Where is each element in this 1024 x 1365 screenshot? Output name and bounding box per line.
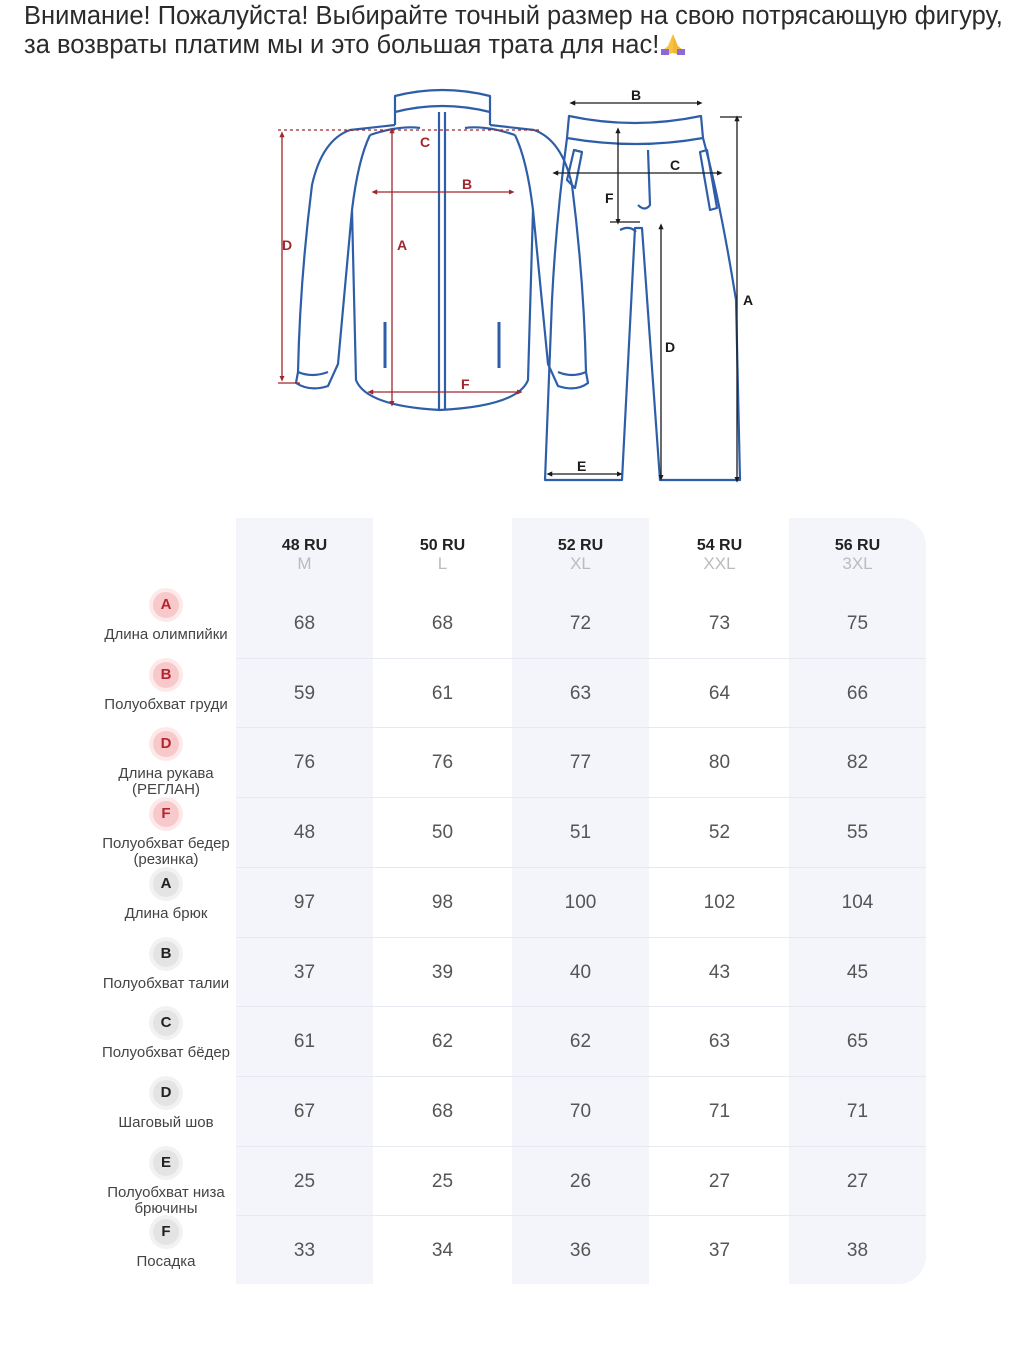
- measure-name: Полуобхват груди: [104, 695, 228, 713]
- table-cell: 102: [703, 891, 736, 913]
- row-label: [100, 941, 232, 992]
- table-cell: 104: [841, 891, 874, 913]
- measure-name: Длина олимпийки: [104, 626, 228, 643]
- table-cell: 43: [708, 961, 731, 983]
- table-cell: 73: [708, 613, 731, 634]
- row-separator: [236, 797, 926, 798]
- table-cell: 72: [569, 613, 592, 634]
- table-cell: 68: [293, 613, 316, 634]
- jacket-label-a: A: [397, 237, 408, 253]
- table-cell: 50: [431, 822, 454, 844]
- row-separator: [236, 658, 926, 659]
- row-label: [100, 1080, 232, 1131]
- table-cell: 75: [846, 613, 869, 634]
- table-cell: 100: [564, 891, 597, 913]
- table-cell: 51: [569, 822, 592, 844]
- jacket-label-f: F: [461, 376, 470, 392]
- size-header-54: [651, 537, 788, 573]
- measure-letter-badge: A: [153, 592, 179, 618]
- table-cell: 39: [431, 961, 454, 983]
- table-cell: 62: [569, 1031, 592, 1053]
- row-label: [100, 1219, 232, 1270]
- table-cell: 64: [708, 682, 731, 704]
- row-separator: [236, 937, 926, 938]
- table-cell: 97: [293, 891, 316, 913]
- table-cell: 48: [293, 822, 316, 844]
- table-cell: 66: [846, 682, 869, 704]
- table-cell: 38: [846, 1240, 869, 1262]
- pants-label-c: C: [670, 157, 681, 173]
- jacket-label-d: D: [282, 237, 293, 253]
- measure-letter-badge: C: [153, 1010, 179, 1036]
- measure-name: Полуобхват талии: [102, 974, 230, 992]
- measure-letter-badge: D: [153, 731, 179, 757]
- table-cell: 55: [846, 822, 869, 844]
- table-cell: 59: [293, 682, 316, 704]
- measure-letter-badge: B: [153, 941, 179, 967]
- row-separator: [236, 727, 926, 728]
- row-label: [100, 592, 232, 643]
- size-ru: 52 RU: [557, 537, 604, 554]
- table-cell: 61: [293, 1031, 316, 1053]
- table-cell: 36: [569, 1240, 592, 1262]
- row-separator: [236, 867, 926, 868]
- table-cell: 71: [708, 1100, 731, 1122]
- size-ru: 54 RU: [696, 537, 743, 554]
- row-separator: [236, 1076, 926, 1077]
- row-separator: [236, 1215, 926, 1216]
- row-label: [100, 1150, 232, 1217]
- measure-letter-badge: F: [153, 1219, 179, 1245]
- table-cell: 71: [846, 1100, 869, 1122]
- size-header-50: [374, 537, 511, 573]
- notice-text: Внимание! Пожалуйста! Выбирайте точный размер на свою потрясающую фигуру, за возвраты платим мы и это большая трата для нас!: [24, 2, 1003, 59]
- jacket-label-c: C: [420, 134, 431, 150]
- row-label: [100, 871, 232, 922]
- measure-letter-badge: E: [153, 1150, 179, 1176]
- size-intl: XXL: [703, 554, 736, 573]
- measure-name: Длина брюк: [124, 904, 208, 922]
- measure-name: Полуобхват бедер (резинка): [102, 835, 230, 869]
- table-cell: 45: [846, 961, 869, 983]
- pants-label-f: F: [605, 190, 614, 206]
- table-cell: 76: [293, 752, 316, 774]
- table-cell: 68: [431, 1100, 454, 1122]
- size-intl: XL: [570, 554, 591, 573]
- table-cell: 34: [431, 1240, 454, 1262]
- table-cell: 63: [569, 682, 592, 704]
- measure-letter-badge: F: [153, 801, 179, 827]
- row-separator: [236, 1006, 926, 1007]
- size-ru: 56 RU: [834, 537, 881, 554]
- table-cell: 77: [569, 752, 592, 774]
- measure-name: Полуобхват низа брючины: [107, 1183, 225, 1217]
- row-separator: [236, 1146, 926, 1147]
- size-intl: L: [437, 554, 448, 573]
- table-cell: 27: [846, 1170, 869, 1192]
- table-cell: 61: [431, 682, 454, 704]
- table-cell: 27: [708, 1170, 731, 1192]
- row-label: [100, 801, 232, 868]
- pants-label-d: D: [665, 339, 676, 355]
- size-ru: 48 RU: [281, 537, 328, 554]
- size-intl: M: [297, 554, 312, 573]
- measure-letter-badge: D: [153, 1080, 179, 1106]
- size-header-56: [789, 537, 926, 573]
- table-cell: 25: [431, 1170, 454, 1192]
- table-cell: 80: [708, 752, 731, 774]
- table-cell: 26: [569, 1170, 592, 1192]
- table-cell: 62: [431, 1031, 454, 1053]
- measure-letter-badge: A: [153, 871, 179, 897]
- measure-name: Полуобхват бёдер: [101, 1044, 231, 1062]
- table-cell: 82: [846, 752, 869, 774]
- table-cell: 33: [293, 1240, 316, 1262]
- size-header-52: [512, 537, 649, 573]
- pants-label-e: E: [577, 458, 587, 474]
- table-cell: 98: [431, 891, 454, 913]
- table-cell: 37: [708, 1240, 731, 1262]
- table-cell: 52: [708, 822, 731, 844]
- row-label: [100, 731, 232, 798]
- row-label: [100, 662, 232, 713]
- measure-name: Шаговый шов: [118, 1113, 214, 1131]
- pants-label-a: A: [743, 292, 754, 308]
- pants-label-b: B: [631, 87, 642, 103]
- table-cell: 65: [846, 1031, 869, 1053]
- size-intl: 3XL: [842, 554, 873, 573]
- table-cell: 25: [293, 1170, 316, 1192]
- table-cell: 70: [569, 1100, 592, 1122]
- table-cell: 40: [569, 961, 592, 983]
- measure-name: Длина рукава (РЕГЛАН): [118, 765, 214, 799]
- row-label: [100, 1010, 232, 1061]
- size-header-48: [236, 537, 373, 573]
- table-cell: 76: [431, 752, 454, 774]
- size-ru: 50 RU: [419, 537, 466, 554]
- measure-name: Посадка: [136, 1253, 196, 1271]
- table-cell: 63: [708, 1031, 731, 1053]
- jacket-label-b: B: [462, 176, 473, 192]
- measure-letter-badge: B: [153, 662, 179, 688]
- table-cell: 37: [293, 961, 316, 983]
- table-cell: 67: [293, 1100, 316, 1122]
- table-cell: 68: [431, 613, 454, 634]
